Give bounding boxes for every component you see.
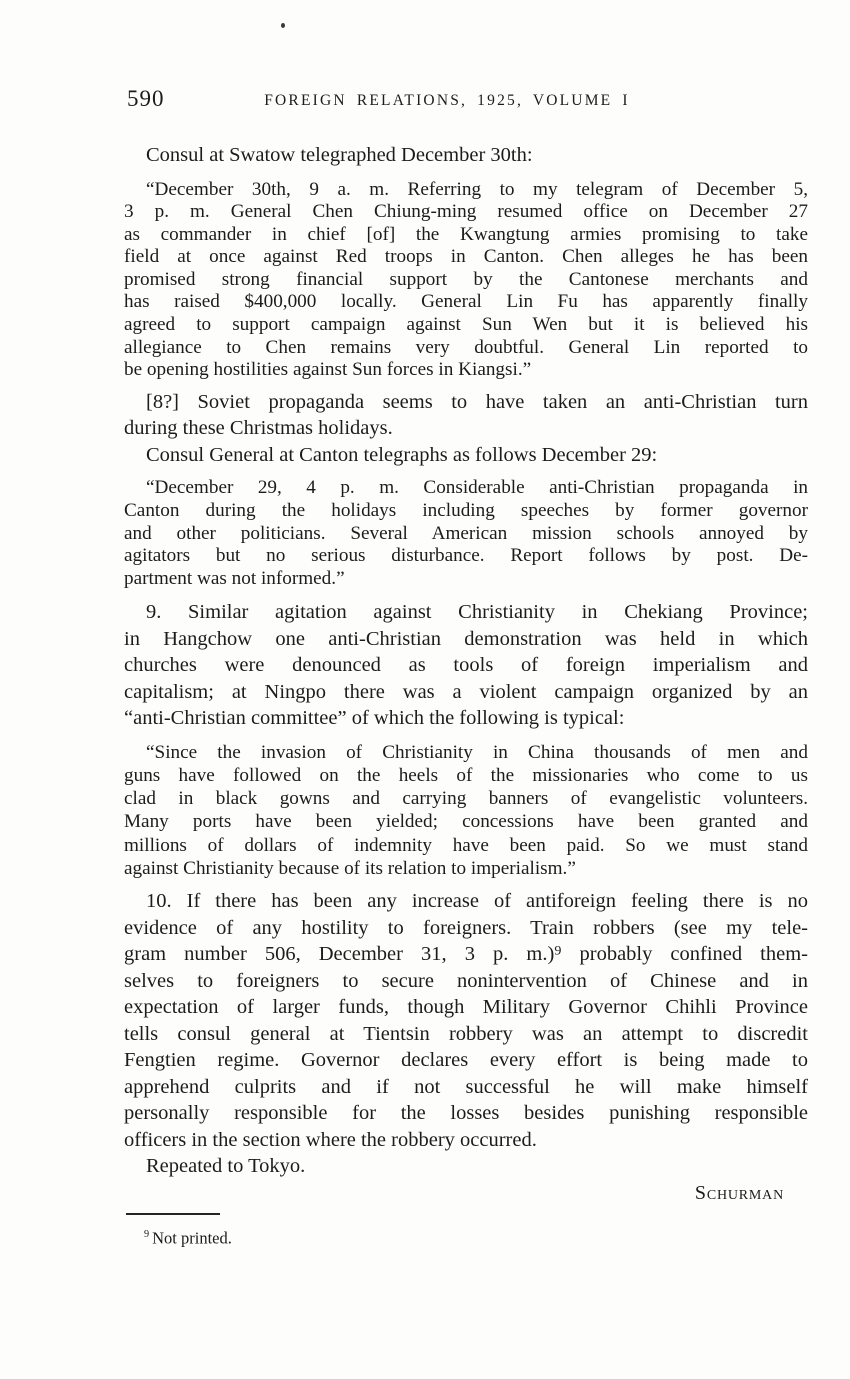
text-line: has raised $400,000 locally. General Lin Fu has apparently finally <box>124 291 808 313</box>
paragraph-10 <box>124 888 808 1180</box>
text-line: “anti-Christian committee” of which the following is typical: <box>124 707 625 730</box>
text-line: in Hangchow one anti-Christian demonstration was held in which <box>124 627 808 650</box>
text-line: partment was not informed.” <box>124 567 345 589</box>
repeated-to-tokyo-line: Repeated to Tokyo. <box>146 1155 306 1178</box>
text-line: and other politicians. Several American mission schools annoyed by <box>124 522 808 544</box>
text-line: tells consul general at Tientsin robbery was an attempt to discredit <box>124 1022 808 1045</box>
text-line: clad in black gowns and carrying banners of evangelistic volunteers. <box>124 788 808 810</box>
page-number: 590 <box>127 86 165 111</box>
text-line: guns have followed on the heels of the missionaries who come to us <box>124 765 808 787</box>
text-line: “December 30th, 9 a. m. Referring to my telegram of December 5, <box>146 178 808 200</box>
text-line: field at once against Red troops in Canton. Chen alleges he has been <box>124 246 808 268</box>
text-line: Many ports have been yielded; concessions have been granted and <box>124 811 808 833</box>
text-line: agitators but no serious disturbance. Report follows by post. De- <box>124 545 808 567</box>
signature-schurman: Schurman <box>694 1181 784 1204</box>
text-line: as commander in chief [of] the Kwangtung armies promising to take <box>124 223 808 245</box>
text-line: personally responsible for the losses besides punishing responsible <box>124 1102 808 1125</box>
text-line: evidence of any hostility to foreigners. Train robbers (see my tele- <box>124 916 808 939</box>
text-line: Fengtien regime. Governor declares every effort is being made to <box>124 1049 808 1072</box>
text-line: promised strong financial support by the Cantonese merchants and <box>124 268 808 290</box>
text-line: “December 29, 4 p. m. Considerable anti-Christian propaganda in <box>146 477 808 499</box>
text-line: officers in the section where the robbery occurred. <box>124 1128 537 1151</box>
text-line: gram number 506, December 31, 3 p. m.)⁹ probably confined them- <box>124 943 808 966</box>
footnote-divider-rule <box>126 1213 220 1215</box>
paragraph-9 <box>124 599 808 732</box>
text-line: selves to foreigners to secure nonintervention of Chinese and in <box>124 969 808 992</box>
footnote-label: Not printed. <box>152 1228 232 1248</box>
anti-christian-manifesto-excerpt <box>124 741 808 880</box>
telegram-swatow-excerpt <box>124 179 808 382</box>
text-line: churches were denounced as tools of foreign imperialism and <box>124 654 808 677</box>
text-line: Canton during the holidays including speeches by former governor <box>124 499 808 521</box>
text-line: expectation of larger funds, though Military Governor Chihli Province <box>124 996 808 1019</box>
text-line: against Christianity because of its relation to imperialism.” <box>124 857 576 879</box>
text-line: be opening hostilities against Sun forces in Kiangsi.” <box>124 359 532 381</box>
text-line: agreed to support campaign against Sun Wen but it is believed his <box>124 314 808 336</box>
content-column <box>124 88 808 1248</box>
paragraph-8 <box>124 389 808 442</box>
text-line: allegiance to Chen remains very doubtful. General Lin reported to <box>124 336 808 358</box>
running-header <box>124 88 808 114</box>
text-line: 3 p. m. General Chen Chiung-ming resumed office on December 27 <box>124 201 808 223</box>
text-line: apprehend culprits and if not successful he will make himself <box>124 1075 808 1098</box>
text-line: capitalism; at Ningpo there was a violent campaign organized by an <box>124 680 808 703</box>
intro-canton-line: Consul General at Canton telegraphs as follows December 29: <box>146 443 658 466</box>
text-line: 10. If there has been any increase of antiforeign feeling there is no <box>146 890 808 913</box>
text-line: 9. Similar agitation against Christianity in Chekiang Province; <box>146 601 808 624</box>
print-speck-artifact <box>281 23 285 28</box>
running-title: FOREIGN RELATIONS, 1925, VOLUME I <box>264 92 630 109</box>
text-line: [8?] Soviet propaganda seems to have taken an anti-Christian turn <box>146 390 808 413</box>
footnote-text <box>124 1224 808 1249</box>
intro-swatow-line: Consul at Swatow telegraphed December 30th: <box>146 144 533 166</box>
footnote <box>124 1213 808 1249</box>
text-line: during these Christmas holidays. <box>124 417 393 440</box>
footnote-marker: 9 <box>144 1228 150 1240</box>
text-line: “Since the invasion of Christianity in China thousands of men and <box>146 741 808 763</box>
telegram-canton-excerpt <box>124 477 808 590</box>
text-line: millions of dollars of indemnity have been paid. So we must stand <box>124 834 808 856</box>
